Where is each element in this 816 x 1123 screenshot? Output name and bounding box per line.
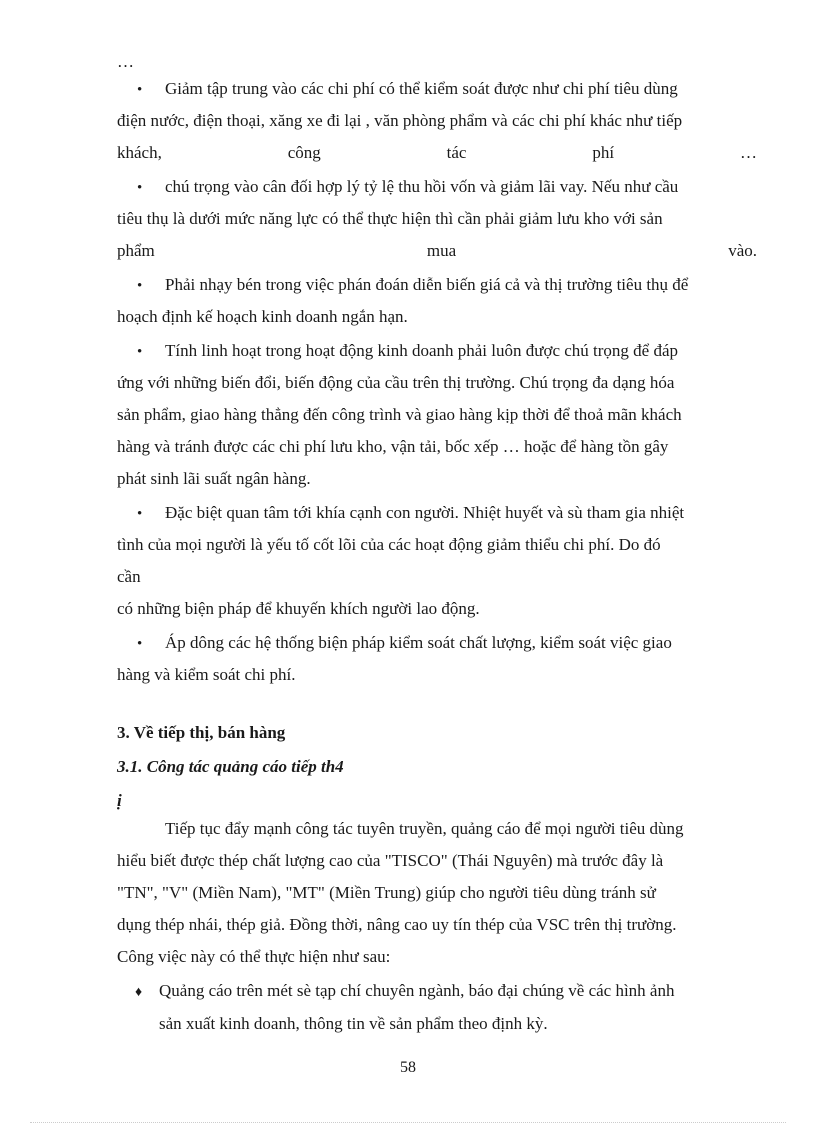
list-item-text: hoạch định kế hoạch kinh doanh ngắn hạn. (117, 307, 408, 326)
list-item-text: tiêu thụ là dưới mức năng lực có thể thực hiện thì cần phải giảm lưu kho với sản (117, 209, 663, 228)
bullet-icon: • (137, 180, 143, 196)
subsection-heading: 3.1. Công tác quảng cáo tiếp th4 (117, 757, 344, 776)
list-item-text: ứng với những biến đổi, biến động của cầu trên thị trường. Chú trọng đa dạng hóa (117, 373, 675, 392)
list-item-text: tình của mọi người là yếu tố cốt lõi của các hoạt động giảm thiểu chi phí. Do đó (117, 535, 661, 554)
subsection-heading-wrap: ị (117, 791, 122, 810)
list-item-text: hàng và kiểm soát chi phí. (117, 665, 296, 684)
list-item (117, 502, 757, 525)
list-item-text: Áp dông các hệ thống biện pháp kiểm soát chất lượng, kiểm soát việc giao (165, 633, 672, 652)
page-number: 58 (400, 1059, 416, 1076)
bullet-icon: • (137, 344, 143, 360)
ellipsis-top: … (117, 52, 134, 71)
list-item-text: phát sinh lãi suất ngân hàng. (117, 469, 311, 488)
paragraph-line: "TN", "V" (Miền Nam), "MT" (Miền Trung) giúp cho người tiêu dùng tránh sử (117, 883, 656, 902)
list-item-text: cần (117, 567, 141, 586)
list-item-text: khách, công tác phí … (117, 143, 757, 162)
list-item-text: sản phẩm, giao hàng thẳng đến công trình và giao hàng kịp thời để thoả mãn khách (117, 405, 682, 424)
list-item-text: Đặc biệt quan tâm tới khía cạnh con người. Nhiệt huyết và sù tham gia nhiệt (165, 503, 685, 522)
list-item-text: Giảm tập trung vào các chi phí có thể kiểm soát được như chi phí tiêu dùng (165, 79, 678, 98)
paragraph-line: dụng thép nhái, thép giả. Đồng thời, nâng cao uy tín thép của VSC trên thị trường. (117, 915, 677, 934)
section-heading: 3. Về tiếp thị, bán hàng (117, 723, 286, 742)
paragraph-line: Công việc này có thể thực hiện như sau: (117, 947, 391, 966)
list-item-text: Phải nhạy bén trong việc phán đoán diễn biến giá cả và thị trường tiêu thụ để (165, 275, 689, 294)
list-item-text: sản xuất kinh doanh, thông tin về sản phẩm theo định kỳ. (159, 1014, 548, 1033)
list-item-text: chú trọng vào cân đối hợp lý tỷ lệ thu hồi vốn và giảm lãi vay. Nếu như cầu (165, 177, 679, 196)
list-item (117, 340, 757, 363)
list-item (135, 980, 757, 1004)
list-item-text: Tính linh hoạt trong hoạt động kinh doanh phải luôn được chú trọng để đáp (165, 341, 679, 360)
paragraph-line: hiểu biết được thép chất lượng cao của "TISCO" (Thái Nguyên) mà trước đây là (117, 851, 664, 870)
paragraph-line: Tiếp tục đẩy mạnh công tác tuyên truyền, quảng cáo để mọi người tiêu dùng (165, 819, 684, 838)
bullet-icon: • (137, 506, 143, 522)
list-item-text: điện nước, điện thoại, xăng xe đi lại , văn phòng phẩm và các chi phí khác như tiếp (117, 111, 683, 130)
list-item-text: hàng và tránh được các chi phí lưu kho, vận tải, bốc xếp … hoặc để hàng tồn gây (117, 437, 669, 456)
list-item-text: có những biện pháp để khuyến khích người lao động. (117, 599, 480, 618)
list-item (117, 274, 757, 297)
bullet-icon: • (137, 636, 143, 652)
list-item (117, 176, 757, 199)
list-item (117, 78, 757, 101)
list-item-text: Quảng cáo trên mét sè tạp chí chuyên ngành, báo đại chúng về các hình ảnh (159, 981, 675, 1000)
diamond-bullet-icon: ♦ (135, 985, 143, 1000)
bullet-icon: • (137, 82, 143, 98)
list-item (117, 632, 757, 655)
bullet-icon: • (137, 278, 143, 294)
list-item-text: phẩm mua vào. (117, 241, 757, 260)
